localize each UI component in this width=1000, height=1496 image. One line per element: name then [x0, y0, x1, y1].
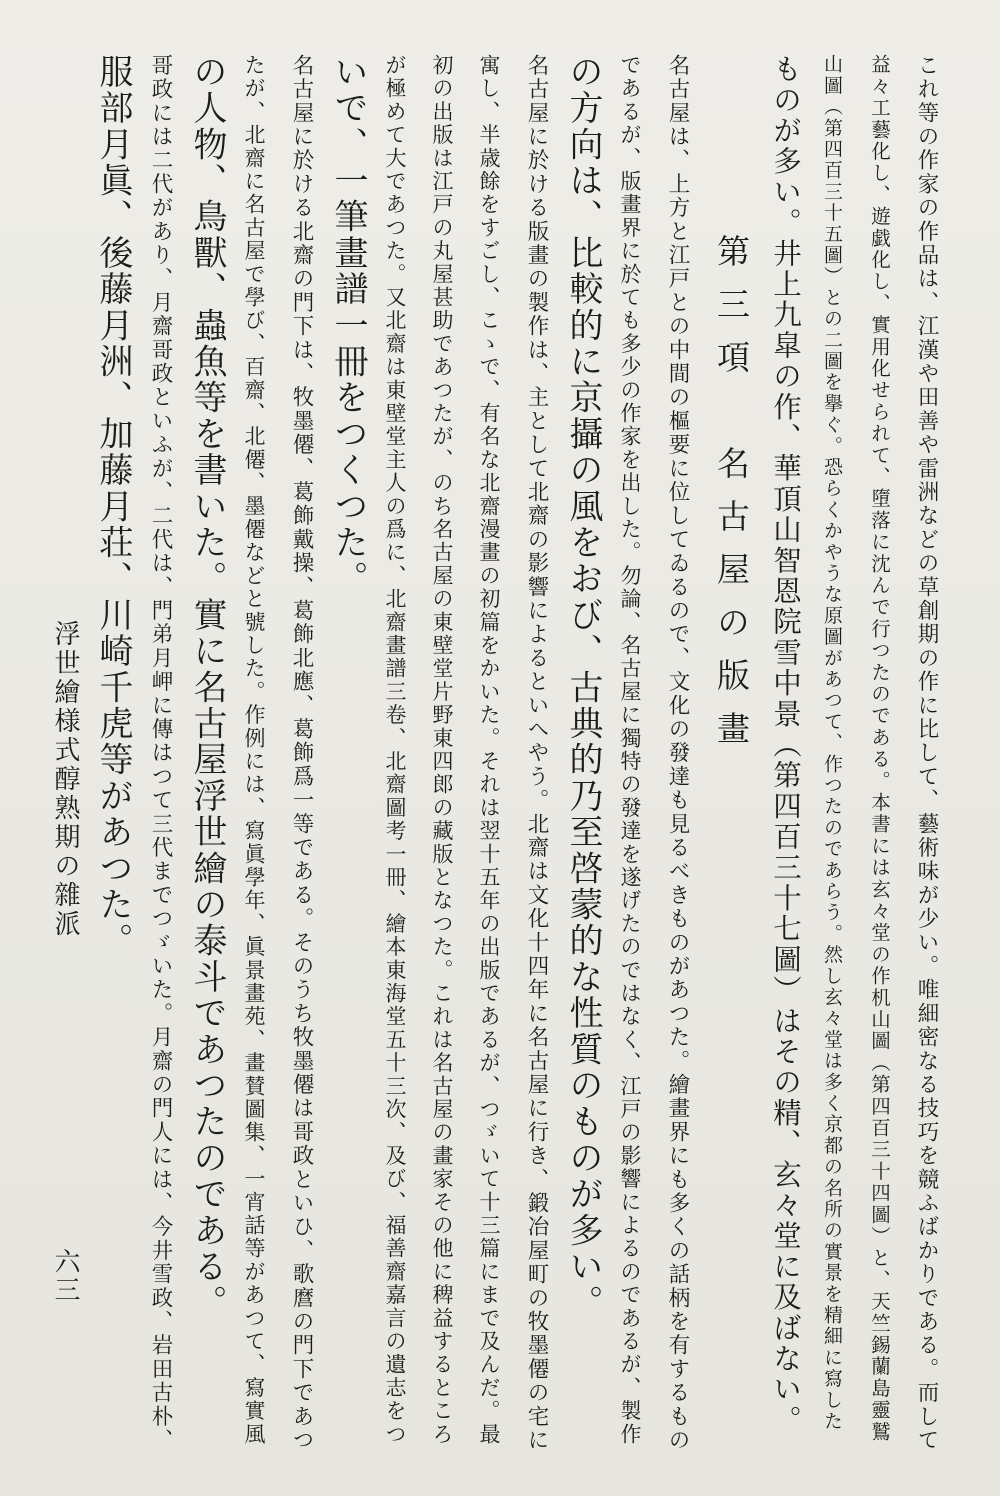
text-column: 山圖（第四百三十五圖）との二圖を擧ぐ。恐らくかやうな原圖があつて、作つたのであらう。然し玄々堂は多く京都の名所の實景を精細に寫した — [821, 54, 843, 1432]
text-column: 哥政には二代があり、月齋哥政といふが、二代は、門弟月岬に傳はつて三代までつゞいた。月齋の門人には、今井雪政、岩田古朴、 — [148, 54, 173, 1453]
page-number: 六三 — [50, 1248, 80, 1304]
text-column: 名古屋に於ける北齋の門下は、牧墨僊、葛飾戴操、葛飾北應、葛飾爲一等である。そのうち牧墨僊は哥政といひ、歌麿の門下であつ — [289, 54, 314, 1453]
text-column: 初の出版は江戸の丸屋甚助であつたが、のち名古屋の東壁堂片野東四郎の藏版となつた。これは名古屋の畫家その他に稗益するところ — [430, 54, 454, 1446]
text-column: 名古屋は、上方と江戸との中間の樞要に位してゐるので、文化の發達も見るべきものがあつた。繪畫界にも多くの話柄を有するもの — [665, 54, 690, 1453]
text-column: ものが多い。井上九皐の作、華頂山智恩院雪中景（第四百三十七圖）はその精、玄々堂に及ばない。 — [769, 54, 802, 1436]
running-footer: 浮世繪様式醇熟期の雜派 — [50, 620, 80, 939]
text-column: 名古屋に於ける版畫の製作は、主として北齋の影響によるといへやう。北齋は文化十四年に名古屋に行き、鍛冶屋町の牧墨僊の宅に — [524, 54, 549, 1453]
section-heading: 第三項 名古屋の版畫 — [712, 234, 751, 764]
text-column: 益々工藝化し、遊戯化し、實用化せられて、墮落に沈んで行つたのである。本書には玄々堂の作机山圖（第四百三十四圖）と、天竺錫蘭島靈鷲 — [868, 54, 891, 1443]
text-column: これ等の作家の作品は、江漢や田善や雷洲などの草創期の作に比して、藝術味が少い。唯細密なる技巧を競ふばかりである。而して — [914, 54, 939, 1453]
text-column: 服部月眞、後藤月洲、加藤月荘、川崎千虎等があつた。 — [93, 54, 133, 959]
text-column: であるが、版畫界に於ても多少の作家を出した。勿論、名古屋に獨特の發達を遂げたのではなく、江戸の影響によるのであるが、製作 — [618, 54, 642, 1446]
text-column: いで、一筆畫譜一冊をつくつた。 — [328, 54, 368, 597]
text-column: たが、北齋に名古屋で學び、百齋、北僊、墨僊などと號した。作例には、寫眞學年、眞景畫苑、畫賛圖集、一宵話等があつて、寫實風 — [242, 54, 266, 1446]
text-column: 寓し、半歳餘をすごし、こゝで、有名な北齋漫畫の初篇をかいた。それは翌十五年の出版であるが、つゞいて十三篇にまで及んだ。最 — [477, 54, 501, 1446]
text-column: の方向は、比較的に京攝の風をおび、古典的乃至啓蒙的な性質のものが多い。 — [563, 54, 603, 1321]
text-column: が極めて大であつた。又北齋は東壁堂主人の爲に、北齋畫譜三卷、北齋圖考一冊、繪本東海堂五十三次、及び、福善齋嘉言の遺志をつ — [383, 54, 407, 1446]
text-column: の人物、鳥獸、蟲魚等を書いた。實に名古屋浮世繪の泰斗であつたのである。 — [187, 54, 227, 1321]
